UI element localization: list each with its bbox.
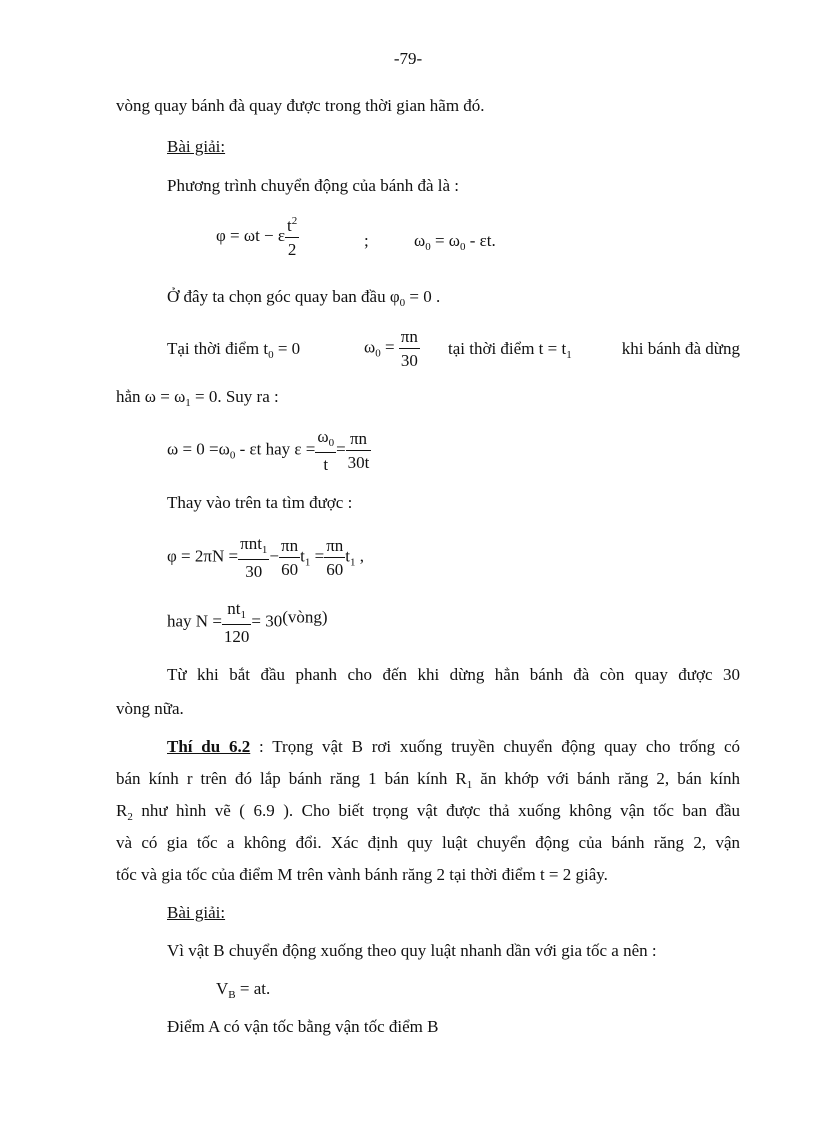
eq2-f1-num-sub: 0 xyxy=(328,437,335,449)
eq1-rhs-sub: 0 xyxy=(425,241,431,253)
paragraph-5 xyxy=(116,388,279,409)
example-line-3 xyxy=(116,802,740,823)
eq1-fraction xyxy=(285,216,299,258)
example-line1-text: : Trọng vật B rơi xuống truyền chuyển động quay cho trống có xyxy=(250,737,740,756)
p4-frac-num: πn xyxy=(399,328,420,349)
example-line2a: bán kính r trên đó lắp bánh răng 1 bán kính R xyxy=(116,769,467,788)
eq3-t1-sub: 1 xyxy=(304,556,311,569)
example-line3-sub: 2 xyxy=(127,811,133,823)
solution-heading-1: Bài giải: xyxy=(167,137,226,156)
eq3-f1-den: 30 xyxy=(245,562,263,581)
equation-1 xyxy=(216,216,299,258)
equation-3 xyxy=(167,535,364,580)
eq3-fraction-1 xyxy=(238,535,269,580)
eq2-f2-den: 30t xyxy=(347,453,370,472)
p4-b-sub: 1 xyxy=(566,349,572,361)
eq3-t2-sub: 1 xyxy=(350,556,356,569)
eq1-frac-den: 2 xyxy=(287,240,297,259)
example-line2-sub: 1 xyxy=(466,779,473,791)
eq1-rhs-eq: = ω xyxy=(430,231,460,250)
eq1-rhs-sub2: 0 xyxy=(459,241,466,253)
eq3-f3-num: πn xyxy=(324,537,345,558)
p4-omega: ω xyxy=(364,337,376,357)
eq3-a: φ = 2πN = xyxy=(167,546,239,566)
paragraph-1: vòng quay bánh đà quay được trong thời gian hãm đó. xyxy=(116,96,485,115)
equation-4 xyxy=(167,600,328,645)
eq3-f2-num: πn xyxy=(279,537,300,558)
p5-a: hẳn ω = ω xyxy=(116,387,186,406)
eq4-unit: (vòng) xyxy=(282,607,328,627)
eq2-f1-den: t xyxy=(323,455,329,474)
eq1-rhs-omega: ω xyxy=(414,231,426,250)
p4-b-end: khi bánh đà dừng xyxy=(621,339,740,358)
eq1-frac-num: t xyxy=(287,216,292,235)
paragraph-4-b xyxy=(448,340,740,361)
eq2-fraction-1 xyxy=(315,428,336,473)
solution-heading-2: Bài giải: xyxy=(167,903,226,922)
example-label: Thí du 6.2 xyxy=(167,737,251,756)
eq2-fraction-2 xyxy=(346,430,372,471)
example-line2b: ăn khớp với bánh răng 2, bán kính xyxy=(472,769,740,788)
eq5-sub: B xyxy=(228,989,236,1001)
p4-fraction xyxy=(399,328,420,369)
paragraph-3 xyxy=(167,288,440,309)
eq4-fraction xyxy=(222,600,252,645)
p3-text: Ở đây ta chọn góc quay ban đầu φ xyxy=(167,287,400,306)
example-line3a: R xyxy=(116,801,128,820)
eq4-f-num-sub: 1 xyxy=(240,609,247,621)
equation-5 xyxy=(216,980,270,1001)
p4-frac-den: 30 xyxy=(400,351,418,370)
eq3-f3-den: 60 xyxy=(326,560,344,579)
eq1-rhs xyxy=(414,232,496,253)
eq2-f1-num: ω xyxy=(317,427,329,446)
eq1-separator: ; xyxy=(364,231,369,250)
p4-a: Tại thời điểm t xyxy=(167,339,269,358)
page-number: -79- xyxy=(393,49,423,68)
eq2-eq: = xyxy=(336,439,346,459)
eq2-a-sub: 0 xyxy=(229,449,236,462)
paragraph-7-line-2: vòng nữa. xyxy=(116,699,184,718)
p3-sub: 0 xyxy=(399,297,406,309)
eq5-end: = at. xyxy=(235,979,271,998)
eq1-lhs: φ = ωt − ε xyxy=(216,225,286,245)
eq3-fraction-3 xyxy=(324,537,345,578)
p4-a-sub: 0 xyxy=(268,349,274,361)
p4-omega-equation xyxy=(364,328,420,369)
eq4-f-num: nt xyxy=(227,599,241,618)
eq3-t2: t xyxy=(345,546,351,566)
paragraph-2: Phương trình chuyển động của bánh đà là : xyxy=(167,176,460,195)
p5-sub: 1 xyxy=(185,397,191,409)
eq3-t1: t xyxy=(300,546,305,566)
eq2-f2-num: πn xyxy=(346,430,372,451)
example-line-1 xyxy=(167,738,740,755)
equation-2 xyxy=(167,428,371,473)
eq3-f1-num-sub: 1 xyxy=(261,544,268,556)
eq3-f2-den: 60 xyxy=(281,560,299,579)
eq2-b: - εt hay ε = xyxy=(235,439,316,459)
p4-a-end: = 0 xyxy=(273,339,301,358)
eq4-a: hay N = xyxy=(167,611,222,631)
eq4-f-den: 120 xyxy=(223,627,250,646)
p4-b: tại thời điểm t = t xyxy=(448,339,567,358)
eq3-minus: − xyxy=(269,546,280,566)
example-line3b: như hình vẽ ( 6.9 ). Cho biết trọng vật được thả xuống không vận tốc ban đầu xyxy=(132,801,740,820)
p4-omega-sub: 0 xyxy=(375,347,381,360)
paragraph-7-line-1: Từ khi bắt đầu phanh cho đến khi dừng hẳn bánh đà còn quay được 30 xyxy=(167,665,740,684)
example-line-4: và có gia tốc a không đổi. Xác định quy luật chuyển động của bánh răng 2, vận xyxy=(116,833,740,852)
example-line-5: tốc và gia tốc của điểm M trên vành bánh răng 2 tại thời điểm t = 2 giây. xyxy=(116,865,608,884)
p3-end: = 0 . xyxy=(405,287,441,306)
paragraph-4-a xyxy=(167,340,300,361)
p4-b-wrap xyxy=(448,340,572,361)
paragraph-6: Thay vào trên ta tìm được : xyxy=(167,493,353,512)
eq1-frac-num-sup: 2 xyxy=(291,215,298,227)
eq2-a: ω = 0 =ω xyxy=(167,439,230,459)
p4-eq: = xyxy=(380,337,395,357)
paragraph-8: Vì vật B chuyển động xuống theo quy luật nhanh dần với gia tốc a nên : xyxy=(167,941,657,960)
example-line-2 xyxy=(116,770,740,791)
eq5-a: V xyxy=(216,979,229,998)
eq3-end: , xyxy=(355,546,365,566)
eq1-rhs-end: - εt. xyxy=(465,231,496,250)
eq3-fraction-2 xyxy=(279,537,300,578)
eq3-f1-num: πnt xyxy=(240,534,262,553)
paragraph-9: Điểm A có vận tốc bằng vận tốc điểm B xyxy=(167,1017,439,1036)
eq4-b: = 30 xyxy=(251,611,283,631)
p5-end: = 0. Suy ra : xyxy=(190,387,279,406)
eq3-eq: = xyxy=(310,546,325,566)
